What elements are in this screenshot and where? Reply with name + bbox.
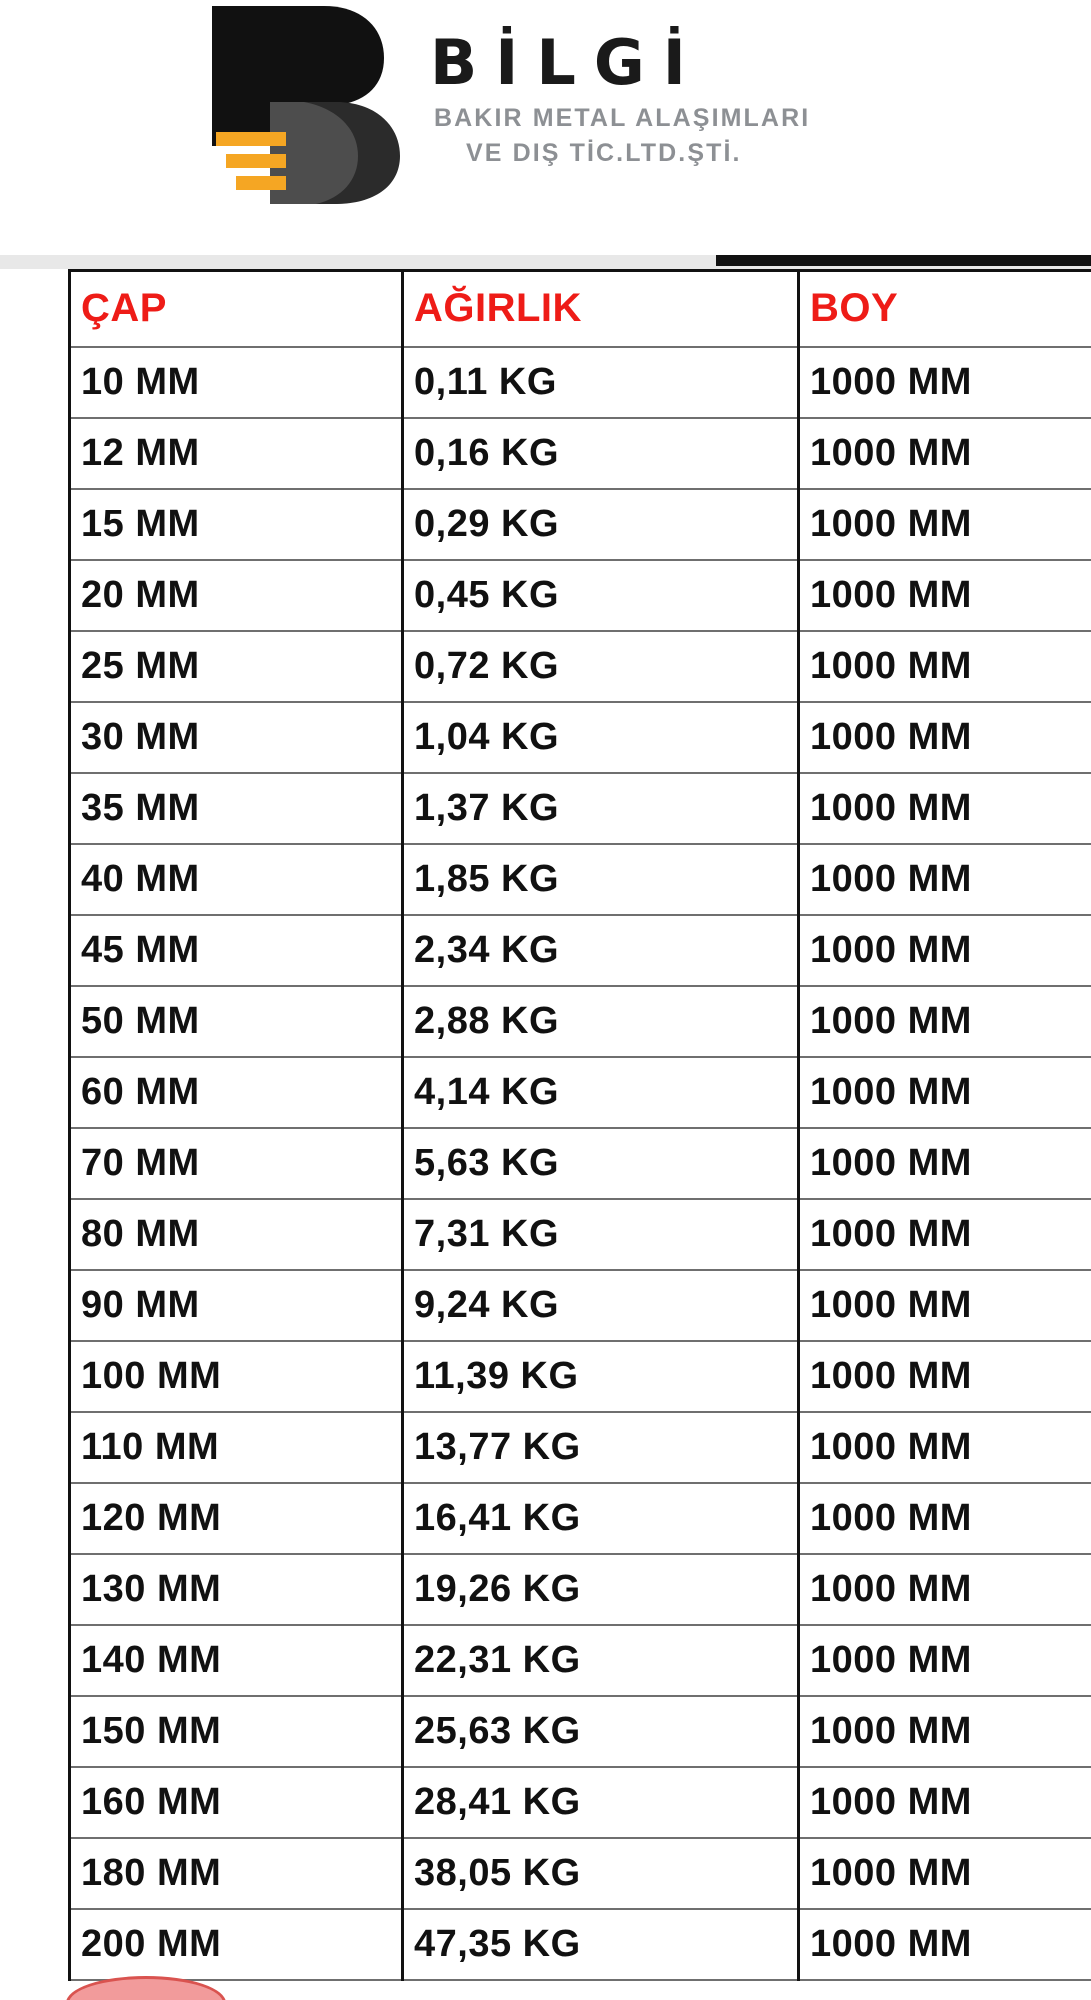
table-row [70,1270,1091,1341]
cell-cap: 35 MM [70,773,403,844]
table-row [70,702,1091,773]
cell-boy: 1000 MM [799,1412,1091,1483]
cell-boy: 1000 MM [799,1270,1091,1341]
cell-cap: 50 MM [70,986,403,1057]
table-row [70,1625,1091,1696]
table-row [70,1696,1091,1767]
table-row [70,560,1091,631]
cell-boy: 1000 MM [799,702,1091,773]
cell-cap: 110 MM [70,1412,403,1483]
cell-agirlik: 25,63 KG [403,1696,799,1767]
cell-agirlik: 7,31 KG [403,1199,799,1270]
cell-boy: 1000 MM [799,1696,1091,1767]
cell-agirlik: 22,31 KG [403,1625,799,1696]
cell-cap: 120 MM [70,1483,403,1554]
cell-agirlik: 0,72 KG [403,631,799,702]
cell-boy: 1000 MM [799,1554,1091,1625]
cell-cap: 100 MM [70,1341,403,1412]
cell-boy: 1000 MM [799,915,1091,986]
cell-agirlik: 11,39 KG [403,1341,799,1412]
cell-cap: 10 MM [70,347,403,418]
cell-cap: 130 MM [70,1554,403,1625]
cell-boy: 1000 MM [799,489,1091,560]
table-row [70,1412,1091,1483]
column-header-cap: ÇAP [70,271,403,347]
table-row [70,489,1091,560]
cell-cap: 30 MM [70,702,403,773]
cell-boy: 1000 MM [799,1341,1091,1412]
table-row [70,1554,1091,1625]
table-row [70,986,1091,1057]
table-row [70,1483,1091,1554]
cell-agirlik: 0,45 KG [403,560,799,631]
cell-cap: 70 MM [70,1128,403,1199]
cell-cap: 15 MM [70,489,403,560]
page-header [0,0,1091,262]
cell-cap: 25 MM [70,631,403,702]
bilgi-b-logo-icon [212,6,427,206]
brand-subtitle-line-1: BAKIR METAL ALAŞIMLARI [434,104,811,132]
table-row [70,1199,1091,1270]
cell-boy: 1000 MM [799,1909,1091,1980]
header-divider [0,255,1091,269]
cell-cap: 45 MM [70,915,403,986]
company-logo [212,6,872,206]
cell-agirlik: 1,85 KG [403,844,799,915]
column-header-boy: BOY [799,271,1091,347]
column-header-agirlik: AĞIRLIK [403,271,799,347]
table-row [70,347,1091,418]
cell-boy: 1000 MM [799,1199,1091,1270]
cell-agirlik: 0,29 KG [403,489,799,560]
table-row [70,844,1091,915]
cell-boy: 1000 MM [799,347,1091,418]
table-row [70,1128,1091,1199]
table-row [70,1909,1091,1980]
cell-agirlik: 16,41 KG [403,1483,799,1554]
table-header-row [70,271,1091,347]
cell-cap: 180 MM [70,1838,403,1909]
cell-agirlik: 5,63 KG [403,1128,799,1199]
table-row [70,631,1091,702]
cell-cap: 12 MM [70,418,403,489]
table-row [70,773,1091,844]
cell-agirlik: 2,88 KG [403,986,799,1057]
cell-boy: 1000 MM [799,844,1091,915]
cell-agirlik: 1,37 KG [403,773,799,844]
cell-agirlik: 4,14 KG [403,1057,799,1128]
header-divider-black-segment [716,255,1091,266]
cell-agirlik: 1,04 KG [403,702,799,773]
spec-table [68,269,1091,1981]
cell-boy: 1000 MM [799,418,1091,489]
cell-cap: 20 MM [70,560,403,631]
spec-table-container [0,269,1091,2000]
cell-cap: 90 MM [70,1270,403,1341]
cell-boy: 1000 MM [799,1057,1091,1128]
cell-cap: 140 MM [70,1625,403,1696]
table-row [70,1838,1091,1909]
cell-boy: 1000 MM [799,1483,1091,1554]
table-row [70,418,1091,489]
cell-agirlik: 28,41 KG [403,1767,799,1838]
cell-boy: 1000 MM [799,631,1091,702]
cell-agirlik: 2,34 KG [403,915,799,986]
cell-cap: 150 MM [70,1696,403,1767]
cell-agirlik: 19,26 KG [403,1554,799,1625]
brand-subtitle-line-2: VE DIŞ TİC.LTD.ŞTİ. [466,139,742,167]
cell-agirlik: 38,05 KG [403,1838,799,1909]
cell-agirlik: 13,77 KG [403,1412,799,1483]
cell-boy: 1000 MM [799,1128,1091,1199]
cell-agirlik: 0,16 KG [403,418,799,489]
logo-text-block [430,26,870,168]
table-row [70,1767,1091,1838]
cell-boy: 1000 MM [799,1625,1091,1696]
cell-boy: 1000 MM [799,1767,1091,1838]
table-row [70,1341,1091,1412]
cell-cap: 160 MM [70,1767,403,1838]
cell-cap: 80 MM [70,1199,403,1270]
cell-cap: 40 MM [70,844,403,915]
cell-boy: 1000 MM [799,986,1091,1057]
cell-cap: 60 MM [70,1057,403,1128]
table-row [70,915,1091,986]
table-row [70,1057,1091,1128]
cell-agirlik: 47,35 KG [403,1909,799,1980]
brand-name: BİLGİ [430,26,704,99]
cell-cap: 200 MM [70,1909,403,1980]
cell-boy: 1000 MM [799,1838,1091,1909]
cell-agirlik: 9,24 KG [403,1270,799,1341]
cell-boy: 1000 MM [799,773,1091,844]
cell-agirlik: 0,11 KG [403,347,799,418]
cell-boy: 1000 MM [799,560,1091,631]
table-body [70,347,1091,1980]
